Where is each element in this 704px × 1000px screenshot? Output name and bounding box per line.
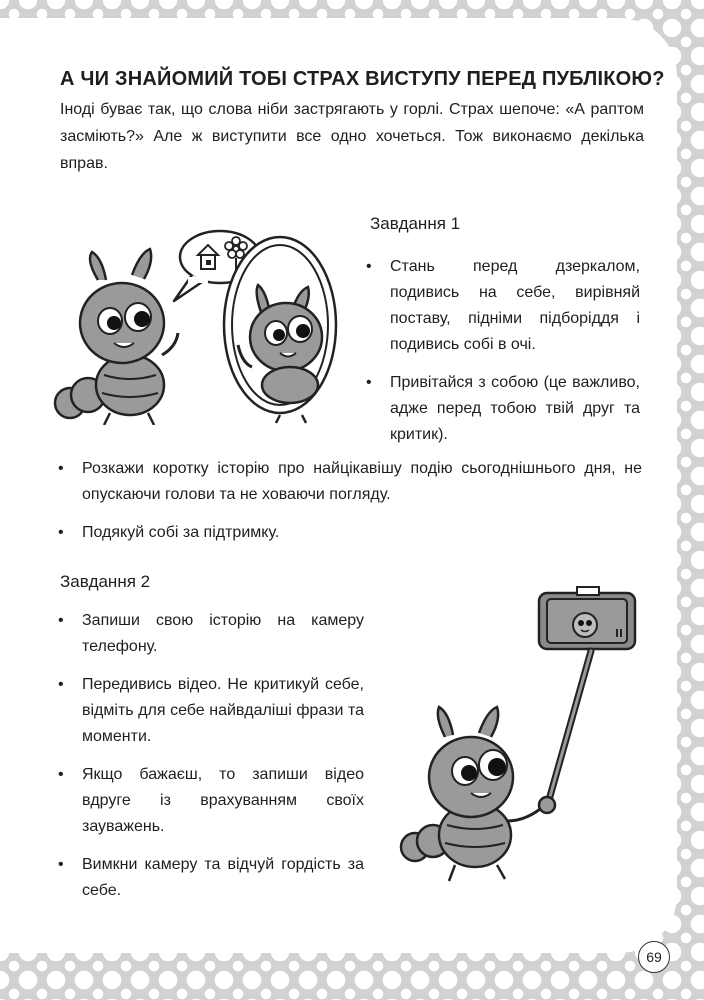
list-item: • Подякуй собі за підтримку. <box>56 520 642 546</box>
list-item: • Вимкни камеру та відчуй гордість за себе. <box>56 852 364 904</box>
task-1-title: Завдання 1 <box>370 214 461 233</box>
caterpillar-selfie-illustration <box>395 585 655 895</box>
caterpillar-mirror-illustration <box>40 225 350 425</box>
list-item: • Передивись відео. Не критикуй себе, відміть для себе найвдаліші фрази та моменти. <box>56 672 364 750</box>
list-item: • Привітайся з собою (це важливо, адже перед тобою твій друг та критик). <box>364 370 640 448</box>
caterpillar-icon <box>401 707 555 881</box>
task-1-list-right <box>364 254 640 460</box>
intro-paragraph: Іноді буває так, що слова ніби застрягають у горлі. Страх шепоче: «А раптом засміють?» Але ж виступити все одно хочеться. Тож виконаємо декілька вправ. <box>60 101 644 172</box>
list-item: • Запиши свою історію на камеру телефону. <box>56 608 364 660</box>
task-2-list <box>56 608 364 916</box>
phone-icon <box>539 587 635 649</box>
caterpillar-icon <box>55 249 178 425</box>
page-title: А ЧИ ЗНАЙОМИЙ ТОБІ СТРАХ ВИСТУПУ ПЕРЕД ПУБЛІКОЮ? <box>60 68 665 90</box>
list-item: • Якщо бажаєш, то запиши відео вдруге із врахуванням своїх зауважень. <box>56 762 364 840</box>
page-number: 69 <box>638 941 670 973</box>
list-item: • Стань перед дзеркалом, подивись на себе, вирівняй поставу, підніми підборіддя і подивись собі в очі. <box>364 254 640 358</box>
mirror-icon <box>224 237 336 423</box>
task-2-title: Завдання 2 <box>60 572 151 591</box>
task-1-list-full <box>56 456 642 558</box>
list-item: • Розкажи коротку історію про найцікавішу подію сьогоднішнього дня, не опускаючи голови та не ховаючи погляду. <box>56 456 642 508</box>
